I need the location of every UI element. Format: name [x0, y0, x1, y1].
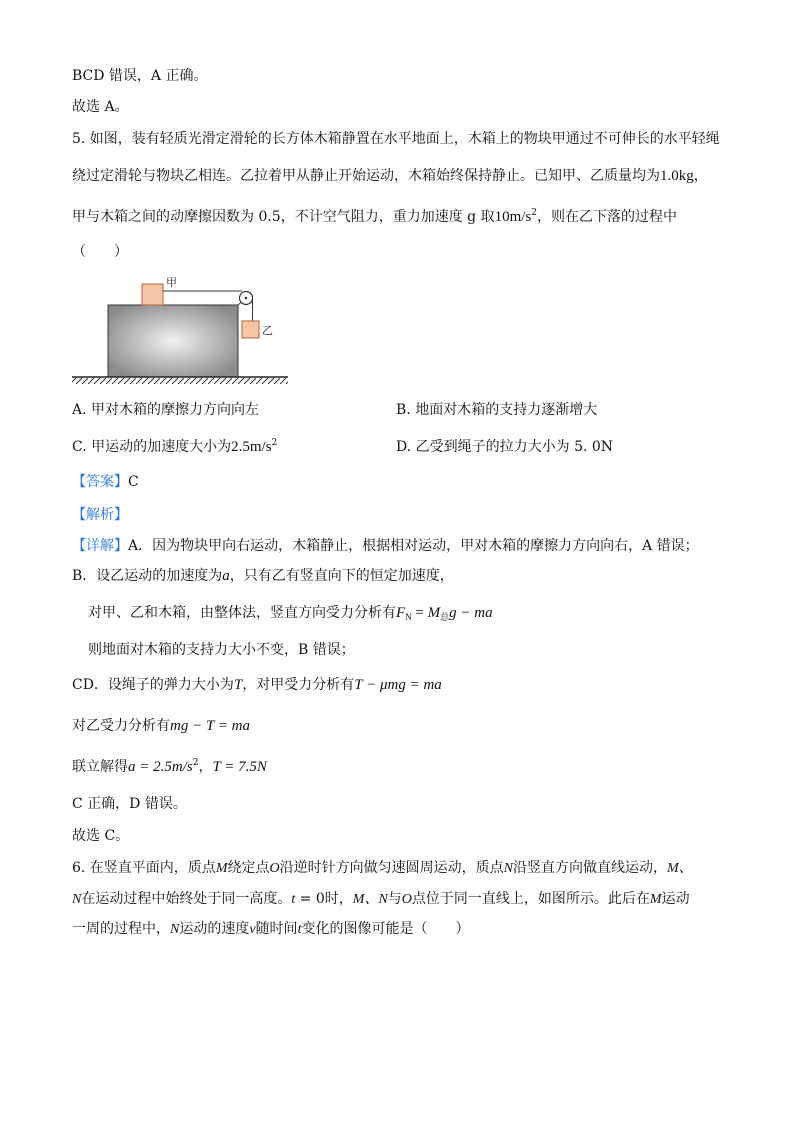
q5-option-c: C. 甲运动的加速度大小为$2.5m/s^2$: [72, 438, 278, 455]
q5-answer: 【答案】C: [72, 474, 139, 490]
q6-stem-line1: 6. 在竖直平面内，质点M绕定点O沿逆时针方向做匀速圆周运动，质点N沿竖直方向做直线运动，M、: [72, 860, 693, 876]
text-line: BCD 错误，A 正确。: [72, 68, 208, 84]
q5-option-b: B. 地面对木箱的支持力逐渐增大: [396, 402, 598, 418]
q5-solution-a: 【详解】A．因为物块甲向右运动，木箱静止，根据相对运动，甲对木箱的摩擦力方向向右，A 错误；: [72, 538, 699, 554]
q5-solution-cd2: 对乙受力分析有mg − T = ma: [72, 718, 250, 734]
q5-solution-b3: 则地面对木箱的支持力大小不变，B 错误；: [88, 642, 355, 658]
q5-paren: （ ）: [72, 244, 128, 260]
q5-solution-cd3: 联立解得$a = 2.5m/s^2$，T = 7.5N: [72, 758, 267, 775]
q6-stem-line3: 一周的过程中，N运动的速度v随时间t变化的图像可能是（ ）: [72, 921, 470, 937]
q5-solution-b1: B．设乙运动的加速度为a，只有乙有竖直向下的恒定加速度，: [72, 568, 454, 584]
q5-analysis-tag: 【解析】: [72, 507, 128, 523]
text-line: 故选 A。: [72, 99, 129, 115]
q5-solution-cd1: CD．设绳子的弹力大小为T，对甲受力分析有T − μmg = ma: [72, 677, 442, 693]
ground-hatch: [72, 378, 288, 384]
label-jia: 甲: [166, 276, 177, 289]
block-yi: [242, 321, 259, 338]
q5-final-choice: 故选 C。: [72, 828, 130, 844]
q5-stem-line1: 5. 如图，装有轻质光滑定滑轮的长方体木箱静置在水平地面上，木箱上的物块甲通过不可伸长的水平轻绳: [72, 131, 720, 147]
q5-option-a: A. 甲对木箱的摩擦力方向向左: [72, 402, 260, 418]
wooden-box: [108, 305, 238, 377]
q5-solution-b2: 对甲、乙和木箱，由整体法，竖直方向受力分析有$F_N = M_总g$ − ma: [88, 605, 493, 623]
q6-stem-line2: N在运动过程中始终处于同一高度。t = 0时，M、N与O点位于同一直线上，如图所示。此后在M运动: [72, 891, 690, 907]
label-yi: 乙: [262, 324, 273, 337]
q5-stem-line2: 绕过定滑轮与物块乙相连。乙拉着甲从静止开始运动，木箱始终保持静止。已知甲、乙质量均为1.0kg，: [72, 168, 708, 184]
pulley-axle: [245, 297, 248, 300]
q5-stem-line3: 甲与木箱之间的动摩擦因数为 0.5，不计空气阻力，重力加速度 g 取$10m/s^2$，则在乙下落的过程中: [72, 208, 677, 225]
block-jia: [142, 284, 163, 305]
answer-tag: 【答案】: [72, 474, 128, 490]
detail-tag: 【详解】: [72, 538, 128, 554]
q5-option-d: D. 乙受到绳子的拉力大小为 5. 0N: [396, 439, 614, 455]
q5-conclusion: C 正确，D 错误。: [72, 796, 187, 812]
q5-figure: [70, 270, 290, 385]
